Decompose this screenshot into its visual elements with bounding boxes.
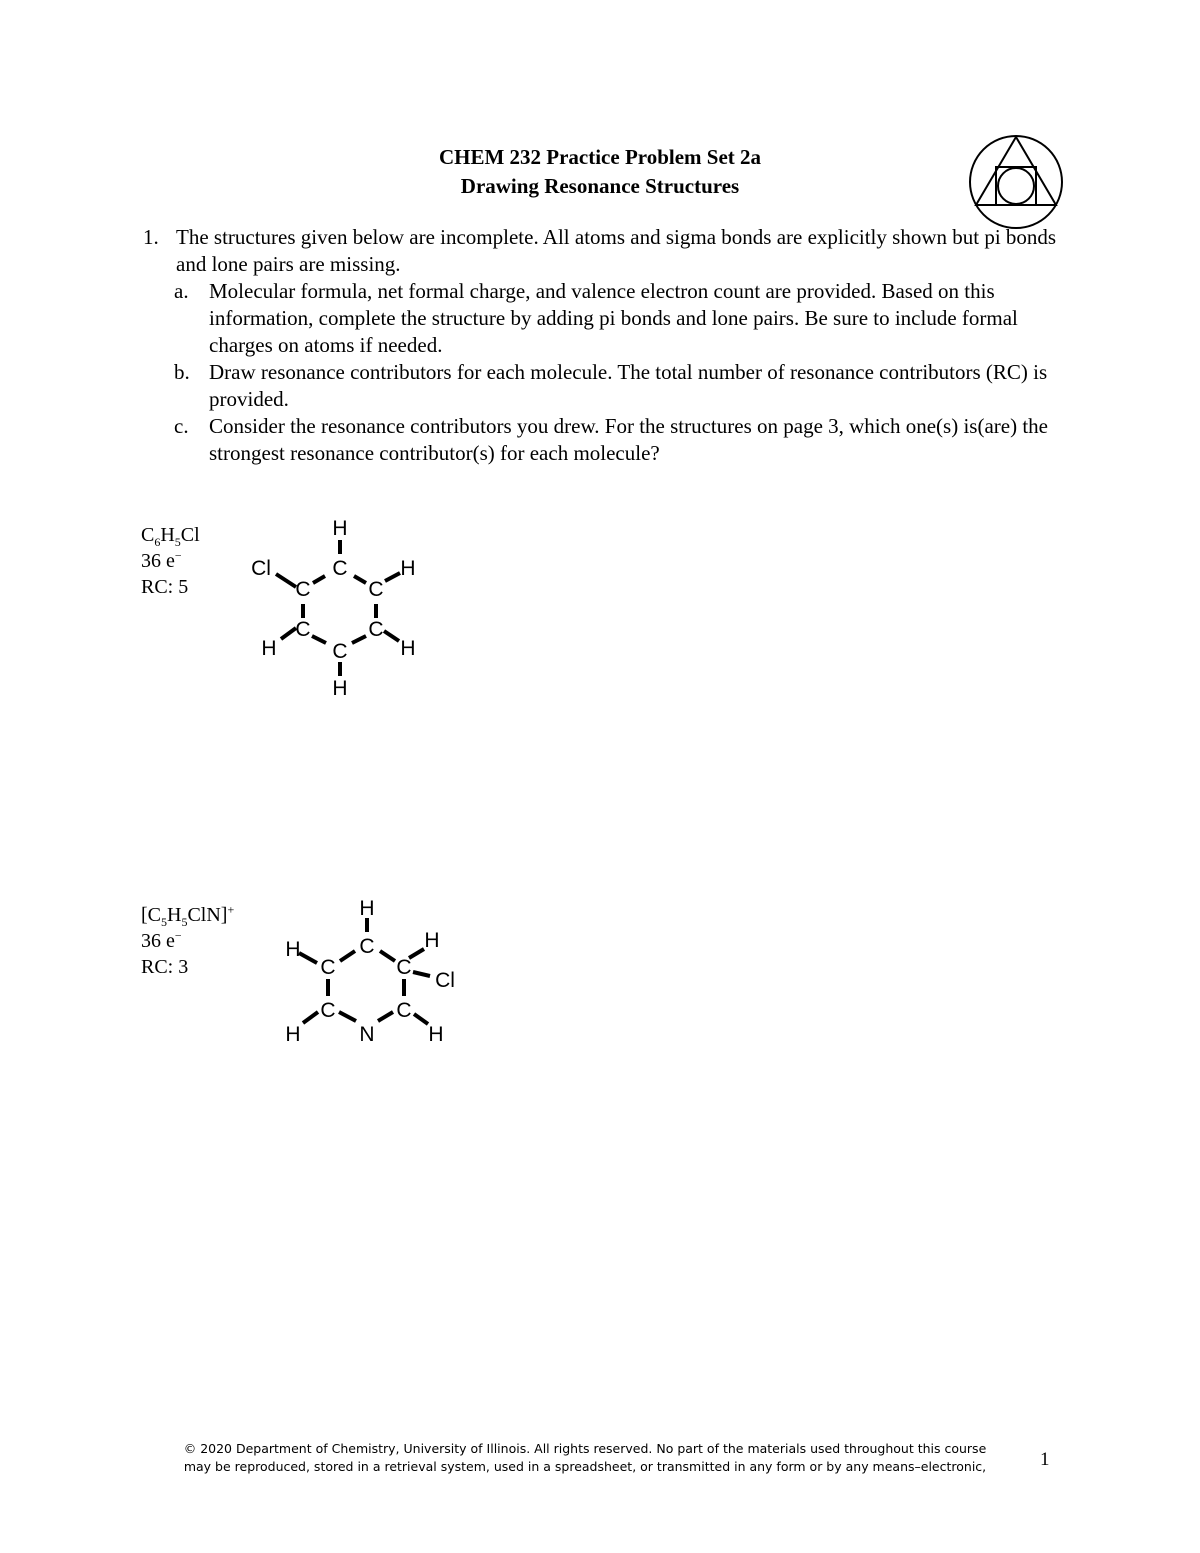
question-number: 1. bbox=[143, 225, 159, 249]
atom-h: H bbox=[285, 1023, 301, 1046]
atom-h: H bbox=[332, 677, 348, 700]
part-text: Consider the resonance contributors you drew. For the structures on page 3, which one(s) is(are) the strongest resonance contributor(s) for each molecule? bbox=[209, 414, 1048, 465]
question-part-b bbox=[174, 359, 1063, 413]
atom-c: C bbox=[320, 999, 336, 1022]
resonance-count: RC: 5 bbox=[141, 576, 189, 598]
atom-cl: Cl bbox=[251, 557, 271, 580]
atom-h: H bbox=[261, 637, 277, 660]
part-label: b. bbox=[174, 360, 190, 384]
atom-h: H bbox=[332, 517, 348, 540]
question-part-a bbox=[174, 278, 1063, 359]
part-label: a. bbox=[174, 279, 189, 303]
atom-c: C bbox=[368, 578, 384, 601]
part-text: Draw resonance contributors for each molecule. The total number of resonance contributors (RC) is provided. bbox=[209, 360, 1048, 411]
question-part-c bbox=[174, 413, 1063, 467]
molecular-formula: $C_6H_5Cl$ bbox=[141, 524, 200, 549]
atom-c: C bbox=[320, 956, 336, 979]
question-1 bbox=[143, 224, 1063, 467]
atom-h: H bbox=[424, 929, 440, 952]
atom-h: H bbox=[285, 938, 301, 961]
molecular-formula: $[C_5H_5ClN]^+$ bbox=[141, 902, 235, 929]
atom-c: C bbox=[368, 618, 384, 641]
footer-line-1: © 2020 Department of Chemistry, University of Illinois. All rights reserved. No part of the materials used throughout this course bbox=[183, 1441, 987, 1456]
atom-cl: Cl bbox=[435, 969, 455, 992]
atom-n: N bbox=[359, 1023, 375, 1046]
page-title: CHEM 232 Practice Problem Set 2a bbox=[438, 145, 762, 169]
atom-h: H bbox=[400, 637, 416, 660]
atom-c: C bbox=[396, 999, 412, 1022]
atom-h: H bbox=[359, 897, 375, 920]
atom-c: C bbox=[332, 557, 348, 580]
atom-c: C bbox=[332, 640, 348, 663]
atom-c: C bbox=[295, 618, 311, 641]
resonance-count: RC: 3 bbox=[141, 956, 189, 978]
circle-triangle-square-circle-icon bbox=[966, 130, 1066, 230]
atom-h: H bbox=[400, 557, 416, 580]
page-number: 1 bbox=[1040, 1449, 1050, 1470]
electron-count: 36 e− bbox=[141, 548, 182, 572]
page-subtitle: Drawing Resonance Structures bbox=[460, 174, 740, 198]
atom-c: C bbox=[359, 935, 375, 958]
molecule-1-info bbox=[141, 522, 200, 600]
molecule-2-info bbox=[141, 902, 234, 980]
atom-c: C bbox=[295, 578, 311, 601]
chlorobenzene-structure bbox=[240, 510, 430, 700]
atom-h: H bbox=[428, 1023, 444, 1046]
part-label: c. bbox=[174, 414, 189, 438]
electron-count: 36 e− bbox=[141, 928, 182, 952]
question-text: The structures given below are incomplete. All atoms and sigma bonds are explicitly shown but pi bonds and lone pairs are missing. bbox=[176, 225, 1057, 276]
atom-c: C bbox=[396, 956, 412, 979]
copyright-footer bbox=[140, 1440, 1030, 1476]
chloropyridinium-structure bbox=[270, 893, 470, 1053]
part-text: Molecular formula, net formal charge, and valence electron count are provided. Based on this information, complete the structure by adding pi bonds and lone pairs. Be sure to include formal charges on atoms if needed. bbox=[209, 279, 1018, 357]
footer-line-2: may be reproduced, stored in a retrieval system, used in a spreadsheet, or transmitted in any form or by any means–electronic, bbox=[183, 1459, 987, 1474]
